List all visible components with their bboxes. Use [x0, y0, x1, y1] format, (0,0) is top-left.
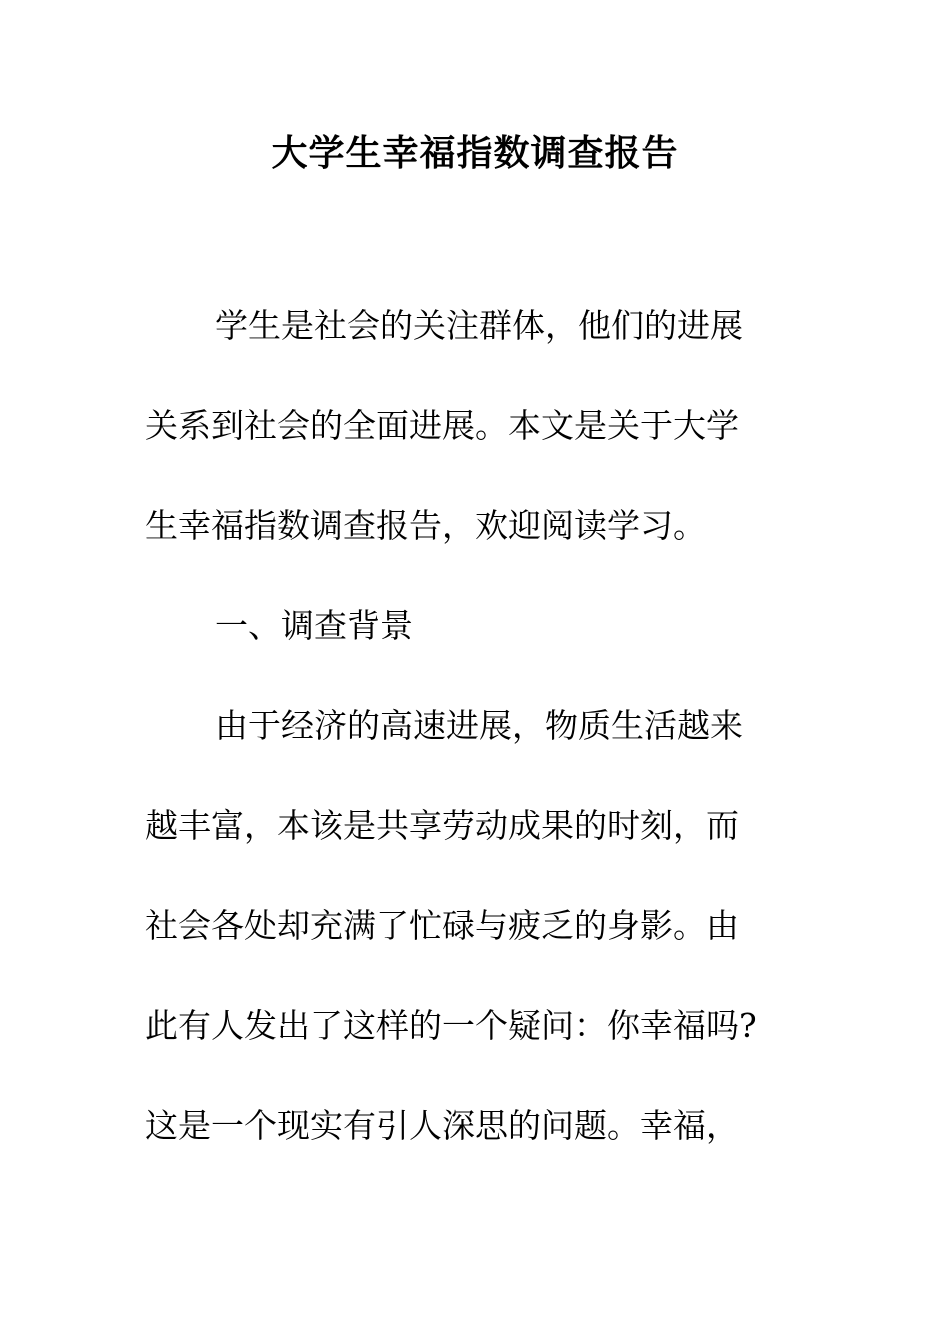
- paragraph-line: 由于经济的高速进展，物质生活越来: [215, 706, 743, 745]
- section-heading: 一、调查背景: [215, 606, 413, 645]
- paragraph-line: 学生是社会的关注群体，他们的进展: [215, 306, 743, 345]
- paragraph-line: 社会各处却充满了忙碌与疲乏的身影。由: [145, 906, 739, 945]
- paragraph-line: 这是一个现实有引人深思的问题。幸福，: [145, 1106, 739, 1145]
- paragraph-line: 生幸福指数调查报告，欢迎阅读学习。: [145, 506, 706, 545]
- paragraph-line: 此有人发出了这样的一个疑问：你幸福吗?: [145, 1006, 757, 1045]
- document-body: [145, 298, 805, 1198]
- paragraph-line: 越丰富，本该是共享劳动成果的时刻，而: [145, 806, 739, 845]
- paragraph-line: 关系到社会的全面进展。本文是关于大学: [145, 406, 739, 445]
- document-title: 大学生幸福指数调查报告: [271, 133, 679, 174]
